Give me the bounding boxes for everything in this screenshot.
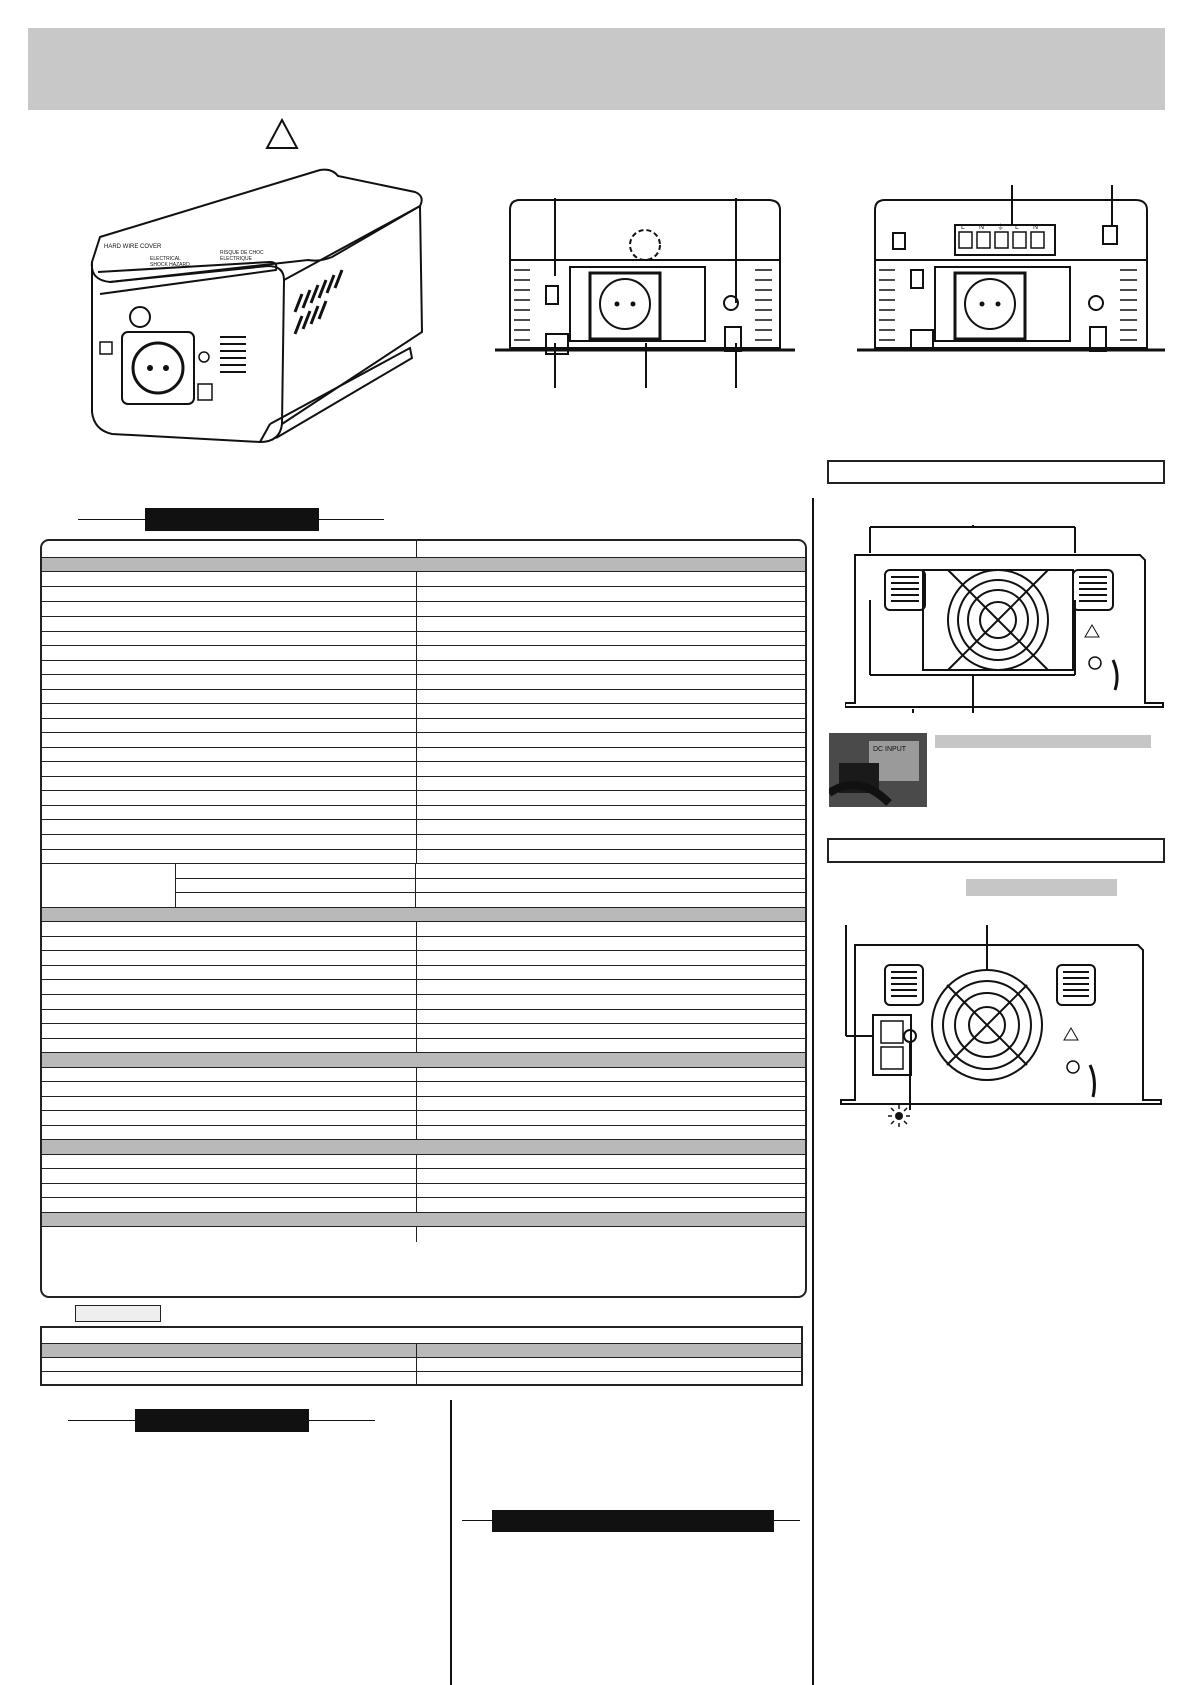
table-row xyxy=(42,587,805,602)
specifications-heading xyxy=(145,508,319,531)
table-row xyxy=(42,1155,805,1169)
shock-hazard-label-2: SHOCK HAZARD xyxy=(150,262,190,268)
column-divider xyxy=(812,498,814,1685)
table-merged-cell-cover xyxy=(42,864,176,907)
table-row xyxy=(42,1111,805,1126)
rear-panel-led-drawing xyxy=(835,925,1165,1110)
table-row xyxy=(42,1082,805,1097)
table-section-row xyxy=(42,558,805,572)
table-row xyxy=(42,719,805,733)
hardwire-panel-drawing xyxy=(855,190,1175,390)
callout-line xyxy=(645,343,647,388)
specifications-table xyxy=(40,539,807,1298)
table-row xyxy=(42,922,805,937)
installation-heading xyxy=(492,1510,774,1532)
table-row xyxy=(42,572,805,587)
table-header-row xyxy=(42,1328,801,1344)
callout-line xyxy=(735,198,737,303)
table-row xyxy=(42,1039,805,1053)
table-row xyxy=(42,951,805,966)
front-panel-drawing xyxy=(490,190,810,390)
table-row xyxy=(42,1097,805,1111)
column-divider xyxy=(450,1400,452,1685)
photo-caption-bar xyxy=(935,735,1151,748)
callout-line xyxy=(554,343,556,388)
terminal-label: ⏚ xyxy=(997,224,1004,231)
title-banner xyxy=(28,28,1165,110)
table-row xyxy=(42,1010,805,1024)
table-row xyxy=(42,966,805,980)
table-row xyxy=(42,617,805,632)
rear-panel-drawing xyxy=(845,525,1165,715)
table-row xyxy=(42,835,805,850)
terminal-label: N xyxy=(1033,224,1039,231)
callout-line xyxy=(1011,185,1013,225)
risque-label-1: RISQUE DE CHOC xyxy=(220,250,264,256)
hardwire-cover-label: HARD WIRE COVER xyxy=(104,244,162,250)
terminal-label: L xyxy=(961,224,965,231)
note-tag xyxy=(75,1305,161,1322)
risque-label-2: ÉLECTRIQUE xyxy=(220,256,252,262)
shock-hazard-label-1: ELECTRICAL xyxy=(150,256,181,262)
callout-line xyxy=(554,198,556,276)
caution-triangle-icon xyxy=(265,118,299,150)
table-header-row xyxy=(42,541,805,558)
table-row xyxy=(42,646,805,661)
table-row xyxy=(42,632,805,646)
table-row xyxy=(42,1227,805,1242)
callout-line xyxy=(735,343,737,388)
table-row xyxy=(42,777,805,791)
table-row xyxy=(42,1068,805,1082)
terminal-label: L xyxy=(1015,224,1019,231)
inverter-isometric-drawing xyxy=(70,162,430,452)
table-row xyxy=(42,1126,805,1140)
table-row xyxy=(42,1198,805,1213)
dc-input-label: DC INPUT xyxy=(873,746,907,753)
table-row xyxy=(42,762,805,777)
terminal-label: N xyxy=(979,224,985,231)
table-row xyxy=(42,980,805,995)
section-label-box-2 xyxy=(827,838,1165,863)
table-row xyxy=(42,806,805,820)
table-section-row xyxy=(42,1213,805,1227)
table-row xyxy=(42,675,805,690)
table-row xyxy=(42,791,805,806)
sun-led-icon xyxy=(888,1105,910,1127)
table-row xyxy=(42,690,805,704)
table-row xyxy=(42,1169,805,1184)
table-row xyxy=(42,1184,805,1198)
gray-caption-bar xyxy=(966,879,1117,896)
model-table xyxy=(40,1326,803,1386)
table-row xyxy=(42,850,805,864)
features-heading xyxy=(135,1409,309,1432)
table-section-row xyxy=(42,1344,801,1358)
table-row xyxy=(42,937,805,951)
table-row xyxy=(42,748,805,762)
table-row xyxy=(42,1358,801,1372)
table-row xyxy=(42,820,805,835)
callout-line xyxy=(1111,185,1113,225)
table-section-row xyxy=(42,908,805,922)
table-row xyxy=(42,733,805,748)
dc-input-photo xyxy=(829,733,927,807)
table-row xyxy=(42,1024,805,1039)
section-label-box-1 xyxy=(827,460,1165,484)
table-row xyxy=(42,602,805,617)
table-row xyxy=(42,1372,801,1386)
table-row xyxy=(42,661,805,675)
table-row xyxy=(42,704,805,719)
table-section-row xyxy=(42,1053,805,1068)
table-section-row xyxy=(42,1140,805,1155)
table-row xyxy=(42,995,805,1010)
